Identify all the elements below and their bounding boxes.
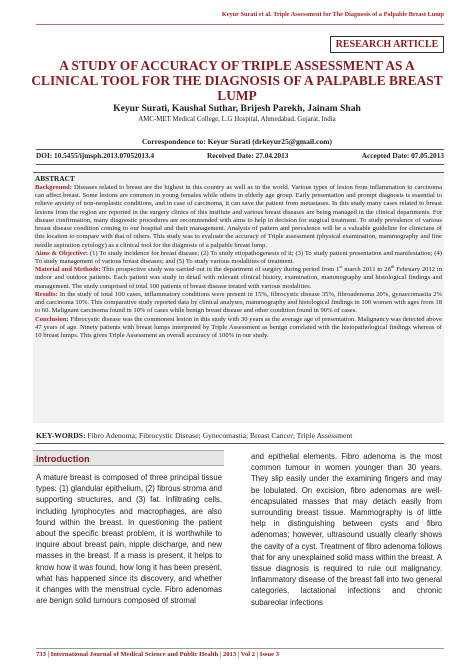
abstract-heading: ABSTRACT	[35, 174, 75, 183]
doi: DOI: 10.5455/ijmsph.2013.07052013.4	[36, 151, 155, 160]
abstract-box	[33, 172, 444, 423]
methods-label: Material and Methods:	[35, 266, 101, 274]
keywords-label: KEY-WORDS:	[36, 431, 86, 440]
abstract-methods	[35, 266, 442, 291]
introduction-heading-box	[33, 450, 224, 466]
article-type-badge: RESEARCH ARTICLE	[330, 36, 444, 53]
abstract-aims	[35, 250, 442, 266]
background-text: Diseases related to breast are the highest in this country as well as in the world. Various types of lesion from inflammation to carcinoma can affect breast. Some lesions are common in young females while others in elderly age group. Early presentation and prompt diagnosis is essential to relieve anxiety of non-neoplastic conditions, and in case of carcinoma, it can save the patient from metastases. In this study many cases related to breast lesions from the region are reported in the surgery clinics of this institute and various breast diseases are being managed in the clinical departments. For disease confirmation, many diagnostic procedures are recommended with aims to help in decision for surgical treatment. To study prevalence of various breast disease condition coming to our hospital and their management. Analysis of pattern and prevalence will be a valuable guideline for clinicians of this location to compare with that of others. This study was to evaluate the accuracy of Triple assessment (physical examination, mammography and fine needle aspiration cytology) as a clinical tool for the diagnosis of a palpable breast lump.	[35, 184, 442, 249]
header-rule	[36, 24, 444, 25]
results-label: Results:	[35, 290, 58, 298]
affiliation: AMC-MET Medical College, L.G Hospital, Ahmedabad, Gujarat, India	[138, 116, 336, 123]
aims-text: (1) To study incidence for breast disease; (2) To study etiopathogenesis of it; (3) To study patient presentation and manifestation; (4) To study management of various breast diseases; and (5) To study various modalities of treatment.	[35, 249, 442, 265]
body-column-left: A mature breast is composed of three principal tissue types: (1) glandular epithelium, (2) fibrous stroma and supporting structures, and (3) fat. Infiltrating cells, including lymphocytes and macrophages, are also found within the breast. In questioning the patient about the specific breast problem, it is worthwhile to inquire about breast pain, nipple discharge, and new masses in the breast. If a mass is present, it helps to know how it was found, how long it has been present, what has happened since its discovery, and whether it changes with the menstrual cycle. Fibro adenomas are benign solid tumours composed of stromal	[36, 473, 222, 606]
keywords-text: Fibro Adenoma; Fibrocystic Disease; Gynecomastia; Breast Cancer; Triple Assessment	[85, 431, 353, 440]
correspondence: Correspondence to: Keyur Surati (drkeyur25@gmail.com)	[141, 137, 333, 146]
methods-text: march 2011 to 28	[342, 266, 391, 274]
conclusion-text: Fibrocystic disease was the commonest lesion in this study with 30 years as the average age of presentation. Malignancy was detected above 47 years of age. Ninety patients with breast lumps interpreted by Triple Assessment as benign correlated with the histopathological findings whereas of 10 breast lumps. This gives Triple Assessment an overall accuracy of 100% in our study.	[35, 315, 442, 339]
abstract-conclusion	[35, 316, 442, 341]
methods-text: This prospective study was carried out in the department of surgery during period from 1	[100, 266, 340, 274]
introduction-heading: Introduction	[36, 454, 90, 464]
footer-rule	[36, 648, 444, 649]
meta-bottom-rule	[36, 164, 444, 165]
methods-superscript: st	[339, 264, 343, 269]
results-text: In the study of total 100 cases, inflammatory conditions were present in 15%, fibrocystic disease 35%, fibroadenoma 20%, gynaecomastia 2% and carcinoma 10%. This comparative study reported data by clinical analyses, mammography and histological findings in 100 women with ages from 18 to 60. Malignant carcinoma found in 10% of cases while benign breast disease and other condition found in 90% of cases.	[35, 290, 442, 315]
abstract-background	[35, 184, 442, 250]
received-date: Received Date: 27.04.2013	[207, 151, 289, 160]
aims-label: Aims & Objective:	[35, 249, 89, 257]
keywords-rule	[36, 443, 444, 444]
author-list: Keyur Surati, Kaushal Suthar, Brijesh Parekh, Jainam Shah	[113, 103, 361, 114]
article-title: A STUDY OF ACCURACY OF TRIPLE ASSESSMENT AS A CLINICAL TOOL FOR THE DIAGNOSIS OF A PALPABLE BREAST LUMP	[31, 58, 443, 103]
body-column-right: and epithelial elements. Fibro adenoma is the most common tumour in women younger than 30 years. They slip easily under the examining fingers and may be lobulated. On excision, fibro adenomas are well-encapsulated masses that may detach easily from surrounding breast tissue. Mammography is of little help in distinguishing between cysts and fibro adenomas; however, ultrasound usually clearly shows the cavity of a cyst. Treatment of fibro adenoma follows that for any unexplained solid mass within the breast. A tissue diagnosis is required to rule out malignancy. Inflammatory disease of the breast fall into two general categories, lactational infections and chronic subareolar infections	[251, 452, 442, 607]
methods-superscript: th	[390, 264, 395, 269]
running-head: Keyur Surati et al. Triple Assessment for The Diagnosis of a Palpable Breast Lump	[221, 11, 444, 18]
meta-top-rule	[36, 149, 444, 150]
keywords	[36, 431, 444, 440]
background-label: Background:	[35, 184, 72, 191]
page-footer: 733 | International Journal of Medical Science and Public Health | 2013 | Vol 2 | Issue 3	[36, 651, 280, 658]
accepted-date: Accepted Date: 07.05.2013	[361, 151, 444, 160]
abstract-text	[35, 184, 442, 340]
article-meta-row	[36, 151, 444, 162]
abstract-results	[35, 291, 442, 316]
methods-text: February 2012 in indoor and outdoor patients. Each patient was study in detail with relevant clinical history, examination, mammography and histological findings and management. The study comprised of total 100 patients of breast disease treated with various modalities.	[35, 266, 442, 290]
conclusion-label: Conclusion:	[35, 315, 69, 323]
